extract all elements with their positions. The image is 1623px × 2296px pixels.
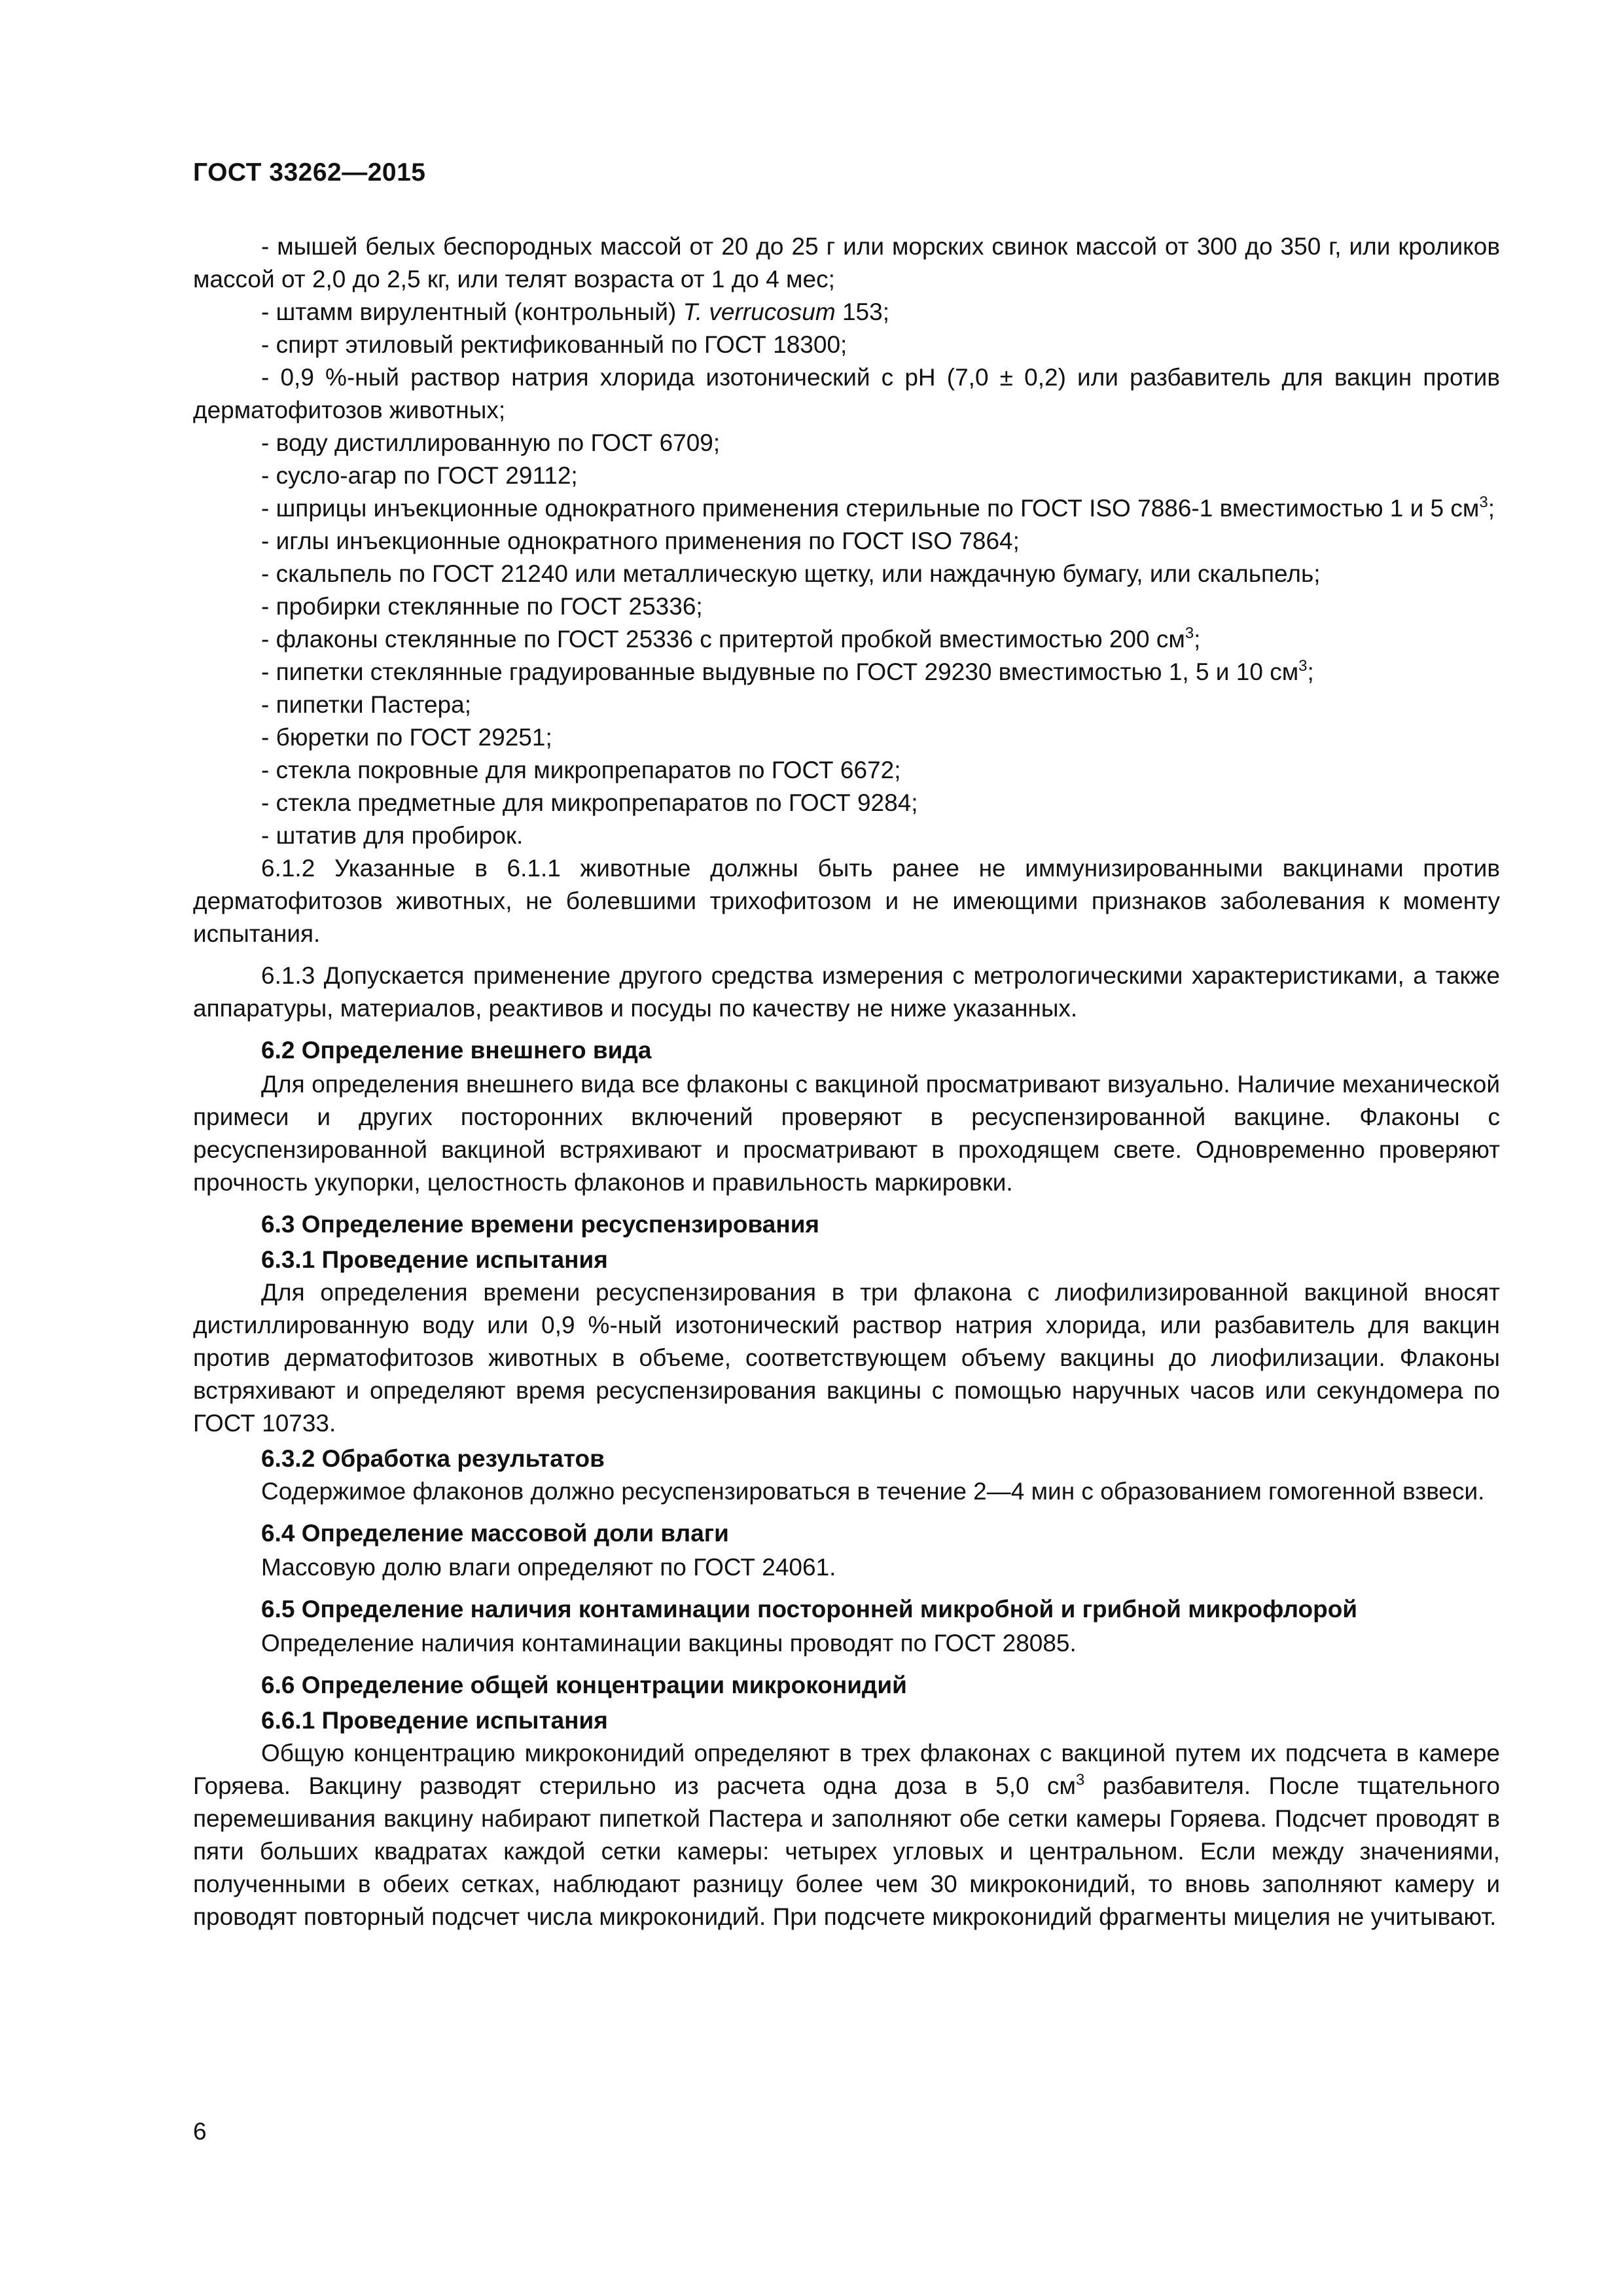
list-item: - пробирки стеклянные по ГОСТ 25336;: [261, 593, 703, 620]
list-item: - стекла предметные для микропрепаратов по ГОСТ 9284;: [261, 789, 918, 816]
paragraph-6-1-3: 6.1.3 Допускается применение другого средства измерения с метрологическими характеристиками, а также аппаратуры, материалов, реактивов и посуды по качеству не ниже указанных.: [193, 962, 1500, 1022]
document-header: ГОСТ 33262—2015: [193, 158, 426, 187]
subsection-heading-6-3-1: 6.3.1 Проведение испытания: [261, 1246, 608, 1273]
list-item: - скальпель по ГОСТ 21240 или металлическую щетку, или наждачную бумагу, или скальпель;: [261, 560, 1321, 587]
list-item: - штатив для пробирок.: [261, 822, 524, 849]
strain-name: T. verrucosum: [683, 298, 836, 325]
paragraph-6-5: Определение наличия контаминации вакцины проводят по ГОСТ 28085.: [261, 1630, 1077, 1657]
document-body: [193, 230, 1500, 1933]
section-heading-6-2: 6.2 Определение внешнего вида: [261, 1037, 652, 1064]
list-item: - стекла покровные для микропрепаратов по ГОСТ 6672;: [261, 757, 901, 783]
paragraph-6-2: Для определения внешнего вида все флаконы с вакциной просматривают визуально. Наличие механической примеси и других посторонних включений проверяют в ресуспензированной вакцине. Флаконы с ресуспензированной вакциной встряхивают и просматривают в проходящем свете. Одновременно проверяют прочность укупорки, целостность флаконов и правильность маркировки.: [193, 1071, 1500, 1196]
list-item: - пипетки Пастера;: [261, 691, 471, 718]
list-item: - бюретки по ГОСТ 29251;: [261, 724, 552, 751]
subsection-heading-6-3-2: 6.3.2 Обработка результатов: [261, 1445, 605, 1472]
list-item: - пипетки стеклянные градуированные выдувные по ГОСТ 29230 вместимостью 1, 5 и 10 $см^3$;: [261, 657, 1314, 685]
paragraph-6-6-1: Общую концентрацию микроконидий определяют в трех флаконах с вакциной путем их подсчета в камере Горяева. Вакцину разводят стерильно из расчета одна доза в 5,0 $см^3$ разбавителя. После тщательного перемешивания вакцину набирают пипеткой Пастера и заполняют обе сетки камеры Горяева. Подсчет проводят в пяти больших квадратах каждой сетки камеры: четырех угловых и центральном. Если между значениями, полученными в обеих сетках, наблюдают разницу более чем 30 микроконидий, то вновь заполняют камеру и проводят повторный подсчет числа микроконидий. При подсчете микроконидий фрагменты мицелия не учитывают.: [193, 1740, 1500, 1930]
section-heading-6-4: 6.4 Определение массовой доли влаги: [261, 1520, 729, 1547]
list-item: - спирт этиловый ректификованный по ГОСТ 18300;: [261, 331, 847, 358]
section-heading-6-5: 6.5 Определение наличия контаминации посторонней микробной и грибной микрофлорой: [261, 1596, 1358, 1623]
list-item: - сусло-агар по ГОСТ 29112;: [261, 462, 578, 489]
paragraph-6-3-2: Содержимое флаконов должно ресуспензироваться в течение 2—4 мин с образованием гомогенной взвеси.: [261, 1478, 1485, 1505]
page-number: 6: [193, 2118, 207, 2145]
paragraph-6-1-2: 6.1.2 Указанные в 6.1.1 животные должны быть ранее не иммунизированными вакцинами против дерматофитозов животных, не болевшими трихофитозом и не имеющими признаков заболевания к моменту испытания.: [193, 855, 1500, 947]
list-item: - шприцы инъекционные однократного применения стерильные по ГОСТ ISO 7886-1 вместимостью 1 и 5 $см^3$;: [261, 493, 1495, 522]
list-item: - иглы инъекционные однократного применения по ГОСТ ISO 7864;: [261, 528, 1020, 554]
subsection-heading-6-6-1: 6.6.1 Проведение испытания: [261, 1707, 608, 1734]
list-item: - воду дистиллированную по ГОСТ 6709;: [261, 429, 721, 456]
section-heading-6-6: 6.6 Определение общей концентрации микроконидий: [261, 1672, 907, 1698]
paragraph-6-4: Массовую долю влаги определяют по ГОСТ 24061.: [261, 1554, 836, 1581]
list-item: - штамм вирулентный (контрольный) T. verrucosum 153;: [261, 298, 889, 325]
list-item: - мышей белых беспородных массой от 20 до 25 г или морских свинок массой от 300 до 350 г, или кроликов массой от 2,0 до 2,5 кг, или телят возраста от 1 до 4 мес;: [193, 233, 1500, 293]
list-item: - 0,9 %-ный раствор натрия хлорида изотонический с pH (7,0 ± 0,2) или разбавитель для вакцин против дерматофитозов животных;: [193, 364, 1500, 423]
section-heading-6-3: 6.3 Определение времени ресуспензирования: [261, 1211, 820, 1238]
paragraph-6-3-1: Для определения времени ресуспензирования в три флакона с лиофилизированной вакциной вносят дистиллированную воду или 0,9 %-ный изотонический раствор натрия хлорида, или разбавитель для вакцин против дерматофитозов животных в объеме, соответствующем объему вакцины до лиофилизации. Флаконы встряхивают и определяют время ресуспензирования вакцины с помощью наручных часов или секундомера по ГОСТ 10733.: [193, 1279, 1500, 1437]
list-item: - флаконы стеклянные по ГОСТ 25336 с притертой пробкой вместимостью 200 $см^3$;: [261, 624, 1201, 653]
